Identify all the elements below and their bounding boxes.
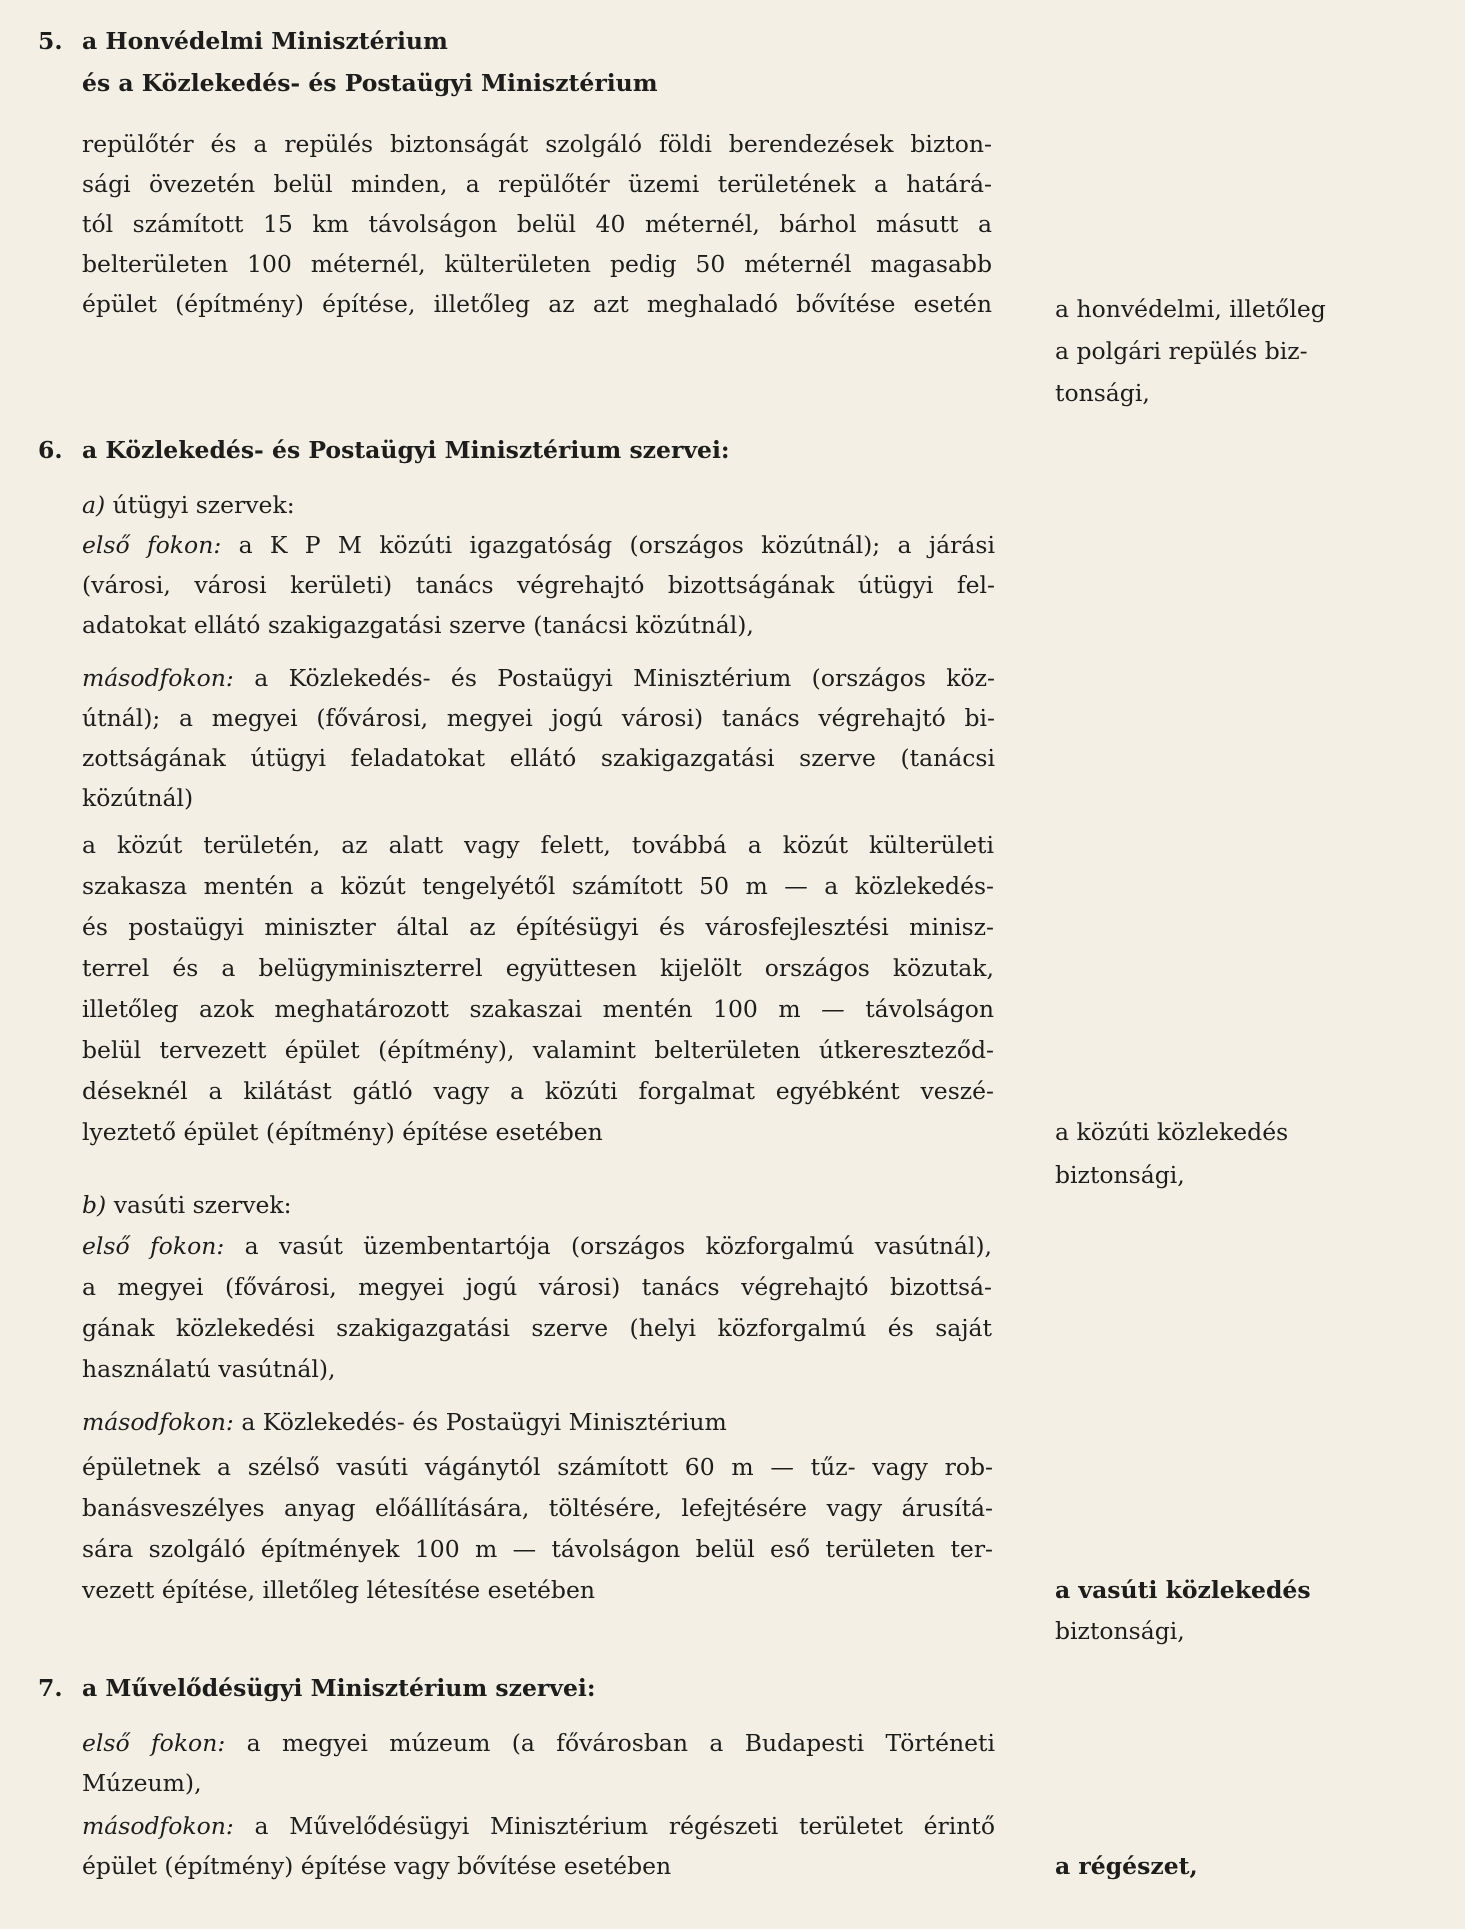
subsection-b-title: vasúti szervek: — [113, 1191, 292, 1219]
subsection-b-first-text: a vasút üzembentartója (országos közforgalmú vasútnál), — [244, 1232, 993, 1260]
subsection-a-second-line: közútnál) — [82, 784, 194, 812]
subsection-b-second-text: a Közlekedés- és Postaügyi Minisztérium — [241, 1408, 727, 1436]
section-5-text-line: belterületen 100 méternél, külterületen pedig 50 méternél magasabb — [82, 250, 992, 278]
subsection-b-title-line — [82, 1190, 292, 1220]
section-7-second-line: épület (építmény) építése vagy bővítése esetében — [82, 1852, 672, 1880]
subsection-a-body-line: illetőleg azok meghatározott szakaszai mentén 100 m — távolságon — [82, 995, 994, 1023]
subsection-a-title-line — [82, 490, 295, 520]
subsection-b-margin-note: biztonsági, — [1055, 1617, 1185, 1645]
subsection-a-body-line: terrel és a belügyminiszterrel együttesen kijelölt országos közutak, — [82, 954, 994, 982]
subsection-a-body-line: lyeztető épület (építmény) építése esetében — [82, 1118, 603, 1146]
first-instance-label: első fokon: — [82, 1232, 225, 1260]
subsection-a-margin-note: biztonsági, — [1055, 1161, 1185, 1189]
section-5-text-line: repülőtér és a repülés biztonságát szolgáló földi berendezések bizton- — [82, 130, 992, 158]
subsection-a-second-text: a Közlekedés- és Postaügyi Minisztérium (országos köz- — [254, 664, 995, 692]
subsection-a-body-line: belül tervezett épület (építmény), valamint belterületen útkereszteződ- — [82, 1036, 994, 1064]
section-5-margin-note: a honvédelmi, illetőleg — [1055, 295, 1326, 323]
section-7-first-text: a megyei múzeum (a fővárosban a Budapesti Történeti — [246, 1729, 995, 1757]
subsection-b-body-line: épületnek a szélső vasúti vágánytól számított 60 m — tűz- vagy rob- — [82, 1453, 993, 1481]
section-5-heading-line-2: és a Közlekedés- és Postaügyi Minisztérium — [82, 69, 658, 97]
section-5-number: 5. — [38, 27, 63, 55]
subsection-a-second-line: útnál); a megyei (fővárosi, megyei jogú városi) tanács végrehajtó bi- — [82, 704, 995, 732]
subsection-a-title: útügyi szervek: — [112, 491, 295, 519]
subsection-b-first-line: gának közlekedési szakigazgatási szerve (helyi közforgalmú és saját — [82, 1314, 992, 1342]
section-5-margin-note: a polgári repülés biz- — [1055, 337, 1308, 365]
section-7-first-line — [82, 1728, 995, 1758]
subsection-b-margin-note: a vasúti közlekedés — [1055, 1576, 1311, 1604]
subsection-a-first-text: a K P M közúti igazgatóság (országos közútnál); a járási — [238, 531, 995, 559]
subsection-a-body-line: és postaügyi miniszter által az építésügyi és városfejlesztési minisz- — [82, 913, 994, 941]
section-6-number: 6. — [38, 436, 63, 464]
first-instance-label: első fokon: — [82, 531, 222, 559]
section-5-heading-line-1: a Honvédelmi Minisztérium — [82, 27, 448, 55]
subsection-a-body-line: déseknél a kilátást gátló vagy a közúti forgalmat egyébként veszé- — [82, 1077, 994, 1105]
section-7-second-line — [82, 1811, 995, 1841]
section-5-text-line: épület (építmény) építése, illetőleg az azt meghaladó bővítése esetén — [82, 290, 992, 318]
subsection-a-second-line: zottságának útügyi feladatokat ellátó szakigazgatási szerve (tanácsi — [82, 744, 995, 772]
section-7-first-line: Múzeum), — [82, 1769, 202, 1797]
section-5-margin-note: tonsági, — [1055, 379, 1150, 407]
section-7-heading: a Művelődésügyi Minisztérium szervei: — [82, 1674, 596, 1702]
section-5-text-line: tól számított 15 km távolságon belül 40 méternél, bárhol másutt a — [82, 210, 992, 238]
subsection-b-body-line: vezett építése, illetőleg létesítése esetében — [82, 1576, 595, 1604]
subsection-b-body-line: sára szolgáló építmények 100 m — távolságon belül eső területen ter- — [82, 1535, 993, 1563]
subsection-a-body-line: szakasza mentén a közút tengelyétől számított 50 m — a közlekedés- — [82, 872, 994, 900]
section-6-heading: a Közlekedés- és Postaügyi Minisztérium szervei: — [82, 436, 730, 464]
section-7-second-text: a Művelődésügyi Minisztérium régészeti területet érintő — [254, 1812, 995, 1840]
second-instance-label: másodfokon: — [82, 1408, 234, 1436]
subsection-a-margin-note: a közúti közlekedés — [1055, 1118, 1289, 1146]
subsection-a-first-line: adatokat ellátó szakigazgatási szerve (tanácsi közútnál), — [82, 611, 754, 639]
section-7-margin-note: a régészet, — [1055, 1852, 1198, 1880]
subsection-a-body-line: a közút területén, az alatt vagy felett, továbbá a közút külterületi — [82, 831, 994, 859]
subsection-a-second-line — [82, 663, 995, 693]
subsection-a-label: a) — [82, 491, 106, 519]
subsection-b-first-line — [82, 1231, 992, 1261]
second-instance-label: másodfokon: — [82, 1812, 234, 1840]
subsection-b-first-line: használatú vasútnál), — [82, 1355, 336, 1383]
section-5-text-line: sági övezetén belül minden, a repülőtér üzemi területének a határá- — [82, 170, 992, 198]
subsection-a-first-line: (városi, városi kerületi) tanács végrehajtó bizottságának útügyi fel- — [82, 571, 995, 599]
subsection-b-second-line — [82, 1407, 727, 1437]
subsection-b-body-line: banásveszélyes anyag előállítására, töltésére, lefejtésére vagy árusítá- — [82, 1494, 993, 1522]
section-7-number: 7. — [38, 1674, 63, 1702]
subsection-a-first-line — [82, 530, 995, 560]
subsection-b-first-line: a megyei (fővárosi, megyei jogú városi) tanács végrehajtó bizottsá- — [82, 1273, 992, 1301]
subsection-b-label: b) — [82, 1191, 107, 1219]
second-instance-label: másodfokon: — [82, 664, 234, 692]
first-instance-label: első fokon: — [82, 1729, 226, 1757]
